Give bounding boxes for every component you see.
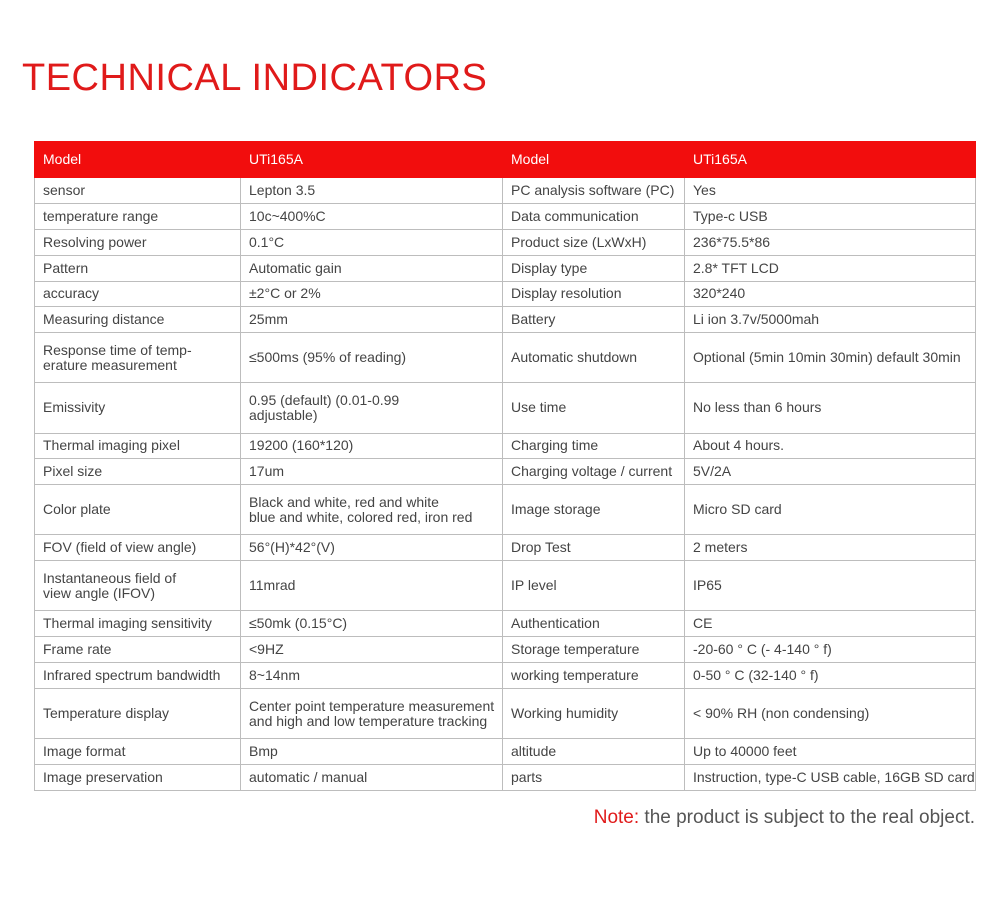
table-cell: Color plate xyxy=(35,485,241,535)
table-cell: 10c~400%C xyxy=(241,203,503,229)
footnote xyxy=(594,807,975,829)
table-cell: Working humidity xyxy=(503,689,685,739)
table-row xyxy=(35,203,976,229)
table-row xyxy=(35,307,976,333)
table-cell: 56°(H)*42°(V) xyxy=(241,535,503,561)
table-cell: altitude xyxy=(503,739,685,765)
table-cell: Measuring distance xyxy=(35,307,241,333)
table-cell: Charging time xyxy=(503,433,685,459)
header-cell: Model xyxy=(503,142,685,178)
table-cell: 236*75.5*86 xyxy=(685,229,976,255)
table-cell: <9HZ xyxy=(241,637,503,663)
table-cell: Bmp xyxy=(241,739,503,765)
table-cell: Charging voltage / current xyxy=(503,459,685,485)
table-cell: 11mrad xyxy=(241,561,503,611)
header-cell: Model xyxy=(35,142,241,178)
table-cell: ≤500ms (95% of reading) xyxy=(241,333,503,383)
table-cell: Use time xyxy=(503,383,685,433)
table-row xyxy=(35,333,976,383)
table-cell: Automatic gain xyxy=(241,255,503,281)
table-row xyxy=(35,689,976,739)
table-cell: Optional (5min 10min 30min) default 30min xyxy=(685,333,976,383)
table-cell: 8~14nm xyxy=(241,663,503,689)
table-cell: Micro SD card xyxy=(685,485,976,535)
table-cell: 25mm xyxy=(241,307,503,333)
table-cell: Battery xyxy=(503,307,685,333)
table-cell: 2.8* TFT LCD xyxy=(685,255,976,281)
table-cell: 5V/2A xyxy=(685,459,976,485)
table-cell: Resolving power xyxy=(35,229,241,255)
table-row xyxy=(35,765,976,791)
page-title: TECHNICAL INDICATORS xyxy=(22,57,488,99)
table-cell: 320*240 xyxy=(685,281,976,307)
table-row xyxy=(35,611,976,637)
table-row xyxy=(35,178,976,204)
table-cell: Yes xyxy=(685,178,976,204)
table-cell: Emissivity xyxy=(35,383,241,433)
table-cell: parts xyxy=(503,765,685,791)
table-cell: Lepton 3.5 xyxy=(241,178,503,204)
table-cell: Image storage xyxy=(503,485,685,535)
table-cell: 17um xyxy=(241,459,503,485)
table-cell: ≤50mk (0.15°C) xyxy=(241,611,503,637)
table-cell: < 90% RH (non condensing) xyxy=(685,689,976,739)
table-cell: Display type xyxy=(503,255,685,281)
table-cell: ±2°C or 2% xyxy=(241,281,503,307)
table-cell: IP65 xyxy=(685,561,976,611)
specs-table xyxy=(34,141,976,791)
table-cell: CE xyxy=(685,611,976,637)
table-cell: Storage temperature xyxy=(503,637,685,663)
note-label: Note: xyxy=(593,807,640,828)
table-cell: Authentication xyxy=(503,611,685,637)
table-cell: Temperature display xyxy=(35,689,241,739)
table-cell: Product size (LxWxH) xyxy=(503,229,685,255)
table-cell: Response time of temp- erature measurement xyxy=(35,333,241,383)
header-cell: UTi165A xyxy=(685,142,976,178)
table-cell: About 4 hours. xyxy=(685,433,976,459)
table-cell: 0.1°C xyxy=(241,229,503,255)
table-row xyxy=(35,535,976,561)
table-cell: Center point temperature measurement and high and low temperature tracking xyxy=(241,689,503,739)
table-row xyxy=(35,485,976,535)
table-cell: Up to 40000 feet xyxy=(685,739,976,765)
table-cell: Type-c USB xyxy=(685,203,976,229)
table-cell: Pixel size xyxy=(35,459,241,485)
table-cell: Image preservation xyxy=(35,765,241,791)
table-row xyxy=(35,561,976,611)
table-cell: Thermal imaging sensitivity xyxy=(35,611,241,637)
table-row xyxy=(35,433,976,459)
table-cell: No less than 6 hours xyxy=(685,383,976,433)
table-cell: Data communication xyxy=(503,203,685,229)
table-row xyxy=(35,637,976,663)
table-cell: Li ion 3.7v/5000mah xyxy=(685,307,976,333)
table-cell: Infrared spectrum bandwidth xyxy=(35,663,241,689)
table-cell: Image format xyxy=(35,739,241,765)
table-cell: 0.95 (default) (0.01-0.99 adjustable) xyxy=(241,383,503,433)
table-cell: Black and white, red and white blue and white, colored red, iron red xyxy=(241,485,503,535)
table-cell: 19200 (160*120) xyxy=(241,433,503,459)
table-cell: accuracy xyxy=(35,281,241,307)
table-cell: 2 meters xyxy=(685,535,976,561)
table-cell: IP level xyxy=(503,561,685,611)
table-row xyxy=(35,255,976,281)
table-cell: working temperature xyxy=(503,663,685,689)
table-row xyxy=(35,383,976,433)
table-cell: temperature range xyxy=(35,203,241,229)
table-row xyxy=(35,459,976,485)
table-cell: Automatic shutdown xyxy=(503,333,685,383)
table-cell: Frame rate xyxy=(35,637,241,663)
table-cell: 0-50 ° C (32-140 ° f) xyxy=(685,663,976,689)
table-cell: Instantaneous field of view angle (IFOV) xyxy=(35,561,241,611)
table-row xyxy=(35,281,976,307)
table-cell: FOV (field of view angle) xyxy=(35,535,241,561)
table-cell: Display resolution xyxy=(503,281,685,307)
table-cell: sensor xyxy=(35,178,241,204)
table-row xyxy=(35,229,976,255)
header-cell: UTi165A xyxy=(241,142,503,178)
table-header-row xyxy=(35,142,976,178)
table-cell: Drop Test xyxy=(503,535,685,561)
table-cell: Instruction, type-C USB cable, 16GB SD card xyxy=(685,765,976,791)
table-row xyxy=(35,663,976,689)
table-cell: automatic / manual xyxy=(241,765,503,791)
note-text: the product is subject to the real object. xyxy=(639,807,975,828)
table-cell: Pattern xyxy=(35,255,241,281)
table-cell: -20-60 ° C (- 4-140 ° f) xyxy=(685,637,976,663)
table-row xyxy=(35,739,976,765)
table-cell: PC analysis software (PC) xyxy=(503,178,685,204)
table-cell: Thermal imaging pixel xyxy=(35,433,241,459)
